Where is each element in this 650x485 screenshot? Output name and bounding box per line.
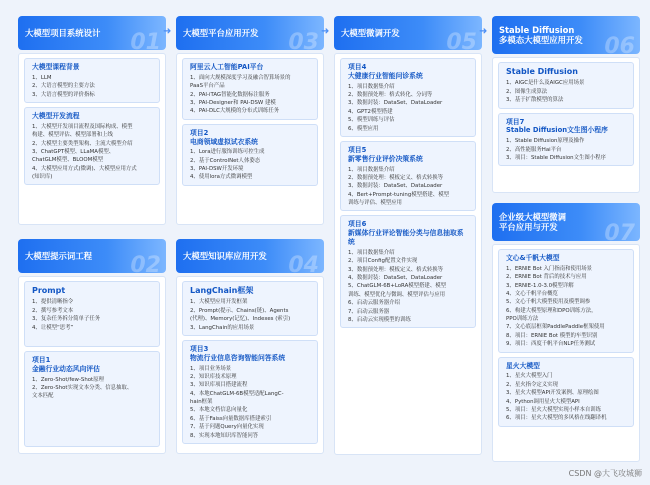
list-item: 4、使用lora方式微调模型	[190, 174, 253, 181]
watermark: CSDN @大飞攻城狮	[568, 469, 642, 478]
section-number: 07	[604, 221, 635, 241]
list-item: 5、ChatGLM-6B+LoRA模型搭建、模型	[348, 283, 446, 290]
list-item: 3、大语言模型的评价指标	[32, 91, 95, 98]
arrow-right-icon: ➜	[163, 26, 172, 37]
section-body-05	[334, 53, 482, 455]
list-item: 2、PAI-iTAG智能化数据标注服务	[190, 91, 270, 98]
list-item: hain框架	[190, 399, 213, 406]
list-item: 3、数据封装：DataSet、DataLoader	[348, 183, 443, 190]
list-item: 5、项目：星火大模型实现小样本自训练	[506, 406, 602, 413]
list-item: 7、启动云服务器	[348, 308, 390, 315]
card-title: 大模型开发流程	[32, 111, 80, 120]
card	[340, 141, 476, 212]
section-title: 企业级大模型微调 平台应用与开发	[499, 211, 566, 232]
list-item: 3、星火大模型API开发案例、原理绘图	[506, 390, 599, 397]
section-title: 大模型提示词工程	[25, 250, 92, 261]
section-number: 02	[130, 253, 161, 273]
card-title: 项目5 新零售行业评价决策系统	[348, 145, 423, 163]
list-item: 1、项目数据集介绍	[348, 249, 395, 256]
list-item: 1、LLM	[32, 74, 52, 81]
list-item: 6、基于Faiss向量数据库搭建索引	[190, 415, 272, 422]
list-item: 1、大模型应用开发框架	[190, 299, 248, 306]
list-item: 文本匹配	[32, 393, 54, 400]
card	[498, 62, 634, 109]
list-item: 1、星火大模型入门	[506, 373, 553, 380]
card	[182, 340, 318, 444]
list-item: 2、ERNIE Bot 背后的技术与应用	[506, 274, 587, 281]
list-item: 1、ERNIE Bot 入门指南和使用场景	[506, 265, 593, 272]
section-title: 大模型平台应用开发	[183, 27, 259, 38]
list-item: 6、模型应用	[348, 125, 379, 132]
list-item: 8、项目：ERNIE Bot 模型的车型识别	[506, 332, 598, 339]
list-item: 3、项目：Stable Diffusion文生图小程序	[506, 154, 606, 161]
list-item: PPO训练方法	[506, 316, 539, 323]
list-item: 1、提供清晰指令	[32, 299, 74, 306]
list-item: (代理)、Memory(记忆)、Indexes (索引)	[190, 316, 291, 323]
list-item: (知识库)	[32, 174, 53, 181]
card	[24, 281, 160, 347]
section-header-01	[18, 16, 166, 50]
arrow-right-icon: ➜	[321, 26, 330, 37]
list-item: 1、项目数据集介绍	[348, 166, 395, 173]
list-item: 3、PAI-Designer和 PAI-DSW 建模	[190, 99, 276, 106]
list-item: 构建、模型评估、模型部署和上线	[32, 132, 113, 139]
list-item: 2、大模型主要类型架构、主流大模型介绍	[32, 140, 133, 147]
section-number: 03	[288, 30, 319, 50]
section-title: 大模型知识库应用开发	[183, 250, 267, 261]
card-title: 阿里云人工智能PAI平台	[190, 63, 264, 71]
section-number: 05	[446, 30, 477, 50]
column-4	[492, 16, 640, 462]
list-item: 3、数据封装：DataSet、DataLoader	[348, 100, 443, 107]
list-item: 4、本地ChatGLM-6B模型适配LangC-	[190, 390, 284, 397]
card-title: LangChain框架	[190, 286, 254, 295]
list-item: 3、ChatGPT模型、LLaMA模型、	[32, 148, 115, 155]
list-item: 9、项目：西度千帆平台NLP任务测试	[506, 341, 596, 348]
card	[182, 58, 318, 120]
card-title: 项目4 大健康行业智能问诊系统	[348, 63, 423, 80]
section-header-02	[18, 239, 166, 273]
list-item: 4、Bert+Prompt-tuning模型搭建、模型	[348, 191, 449, 198]
list-item: 1、AIGC是什么及AIGC应用场景	[506, 80, 585, 87]
list-item: 1、项目数据集介绍	[348, 83, 395, 90]
list-item: PaaS平台产品	[190, 83, 225, 90]
list-item: 4、文心千帆平台概览	[506, 290, 558, 297]
list-item: 4、PAI-DLC大规模的分布式训练任务	[190, 108, 280, 115]
card-title: 项目6 新媒体行业评论智能分类与信息抽取系统	[348, 220, 464, 247]
list-item: 4、数据封装：DataSet、DataLoader	[348, 275, 443, 282]
list-item: 4、让模型“思考”	[32, 324, 74, 331]
list-item: 2、Prompt(提示、Chains(链)、Agents	[190, 307, 289, 314]
section-header-06	[492, 16, 640, 54]
list-item: 7、基于问题Query向量化实现	[190, 424, 264, 431]
list-item: 8、实现本地知识库智能问答	[190, 432, 259, 439]
list-item: 5、模型训练与评估	[348, 117, 395, 124]
card	[24, 58, 160, 103]
list-item: 4、Python调用星火大模型API	[506, 398, 580, 405]
section-body-02	[18, 276, 166, 454]
list-item: 3、基于扩散模型的算法	[506, 97, 564, 104]
list-item: 2、图像生成算法	[506, 88, 548, 95]
card	[182, 124, 318, 186]
column-2	[176, 16, 324, 454]
list-item: 2、Zero-Shot实现文本分类、信息抽取、	[32, 385, 133, 392]
list-item: 2、数据预处理：模板定义、格式转换等	[348, 174, 444, 181]
card	[498, 357, 634, 427]
card	[340, 215, 476, 328]
list-item: 6、项目：星火大模型的多风格在线翻译机	[506, 415, 607, 422]
list-item: 2、高性能服务Hai平台	[506, 146, 562, 153]
list-item: 2、数据预处理：格式转化、分词等	[348, 92, 433, 99]
section-header-05	[334, 16, 482, 50]
section-body-03	[176, 53, 324, 225]
card-title: 项目2 电商领域虚拟试衣系统	[190, 128, 258, 146]
card-title: 文心&千帆大模型	[506, 254, 560, 262]
card	[182, 281, 318, 336]
card-title: 项目3 物流行业信息咨询智能问答系统	[190, 344, 286, 362]
section-header-03	[176, 16, 324, 50]
section-title: Stable Diffusion 多模态大模型应用开发	[499, 24, 583, 45]
list-item: 2、知识库技术原理	[190, 373, 237, 380]
section-body-07	[492, 244, 640, 462]
list-item: 5、文心千帆大模型使用及模型调参	[506, 299, 591, 306]
card-title: Stable Diffusion	[506, 67, 578, 76]
card-title: 星火大模型	[506, 361, 540, 370]
card-title: 项目7 Stable Diffusion文生图小程序	[506, 117, 608, 135]
list-item: 1、项目业务场景	[190, 365, 232, 372]
section-body-01	[18, 53, 166, 225]
list-item: 6、启动云服务器介绍	[348, 300, 400, 307]
list-item: 3、ERNIE-1.0-3.0模型详解	[506, 282, 574, 289]
section-number: 01	[130, 30, 161, 50]
card	[24, 351, 160, 447]
card	[24, 107, 160, 185]
list-item: 1、大模型开发项目流程及国际构成、模型	[32, 123, 133, 130]
list-item: 4、GPT2模型搭建	[348, 108, 393, 115]
list-item: 3、复杂任务拆分简单子任务	[32, 316, 101, 323]
list-item: 2、撰写参考文本	[32, 307, 74, 314]
list-item: 4、大模型应用方式(微调)、大模型应用方式	[32, 165, 137, 172]
section-number: 06	[604, 34, 635, 54]
section-body-06	[492, 57, 640, 193]
list-item: 3、LangChain的应用场景	[190, 324, 255, 331]
list-item: 5、本地文档信息向量化	[190, 407, 248, 414]
card-title: 大模型课程背景	[32, 63, 80, 71]
list-item: 2、基于ControlNet人体姿态	[190, 157, 261, 164]
list-item: 7、文心底层框架PaddlePaddle框架使用	[506, 324, 605, 331]
list-item: 2、大语言模型的主要方法	[32, 83, 95, 90]
list-item: 6、构建大模型原理和DPO训练方法，	[506, 307, 597, 314]
list-item: 1、Stable Diffusion原理及操作	[506, 138, 585, 145]
list-item: 8、启动云实现模型的训练	[348, 316, 411, 323]
section-title: 大模型微调开发	[341, 27, 400, 38]
card-title: Prompt	[32, 286, 66, 295]
section-number: 04	[288, 253, 319, 273]
list-item: 训练与评估、模型应用	[348, 200, 402, 207]
column-1	[18, 16, 166, 454]
section-header-04	[176, 239, 324, 273]
list-item: 1、Lora进行服饰训练可控生成	[190, 149, 265, 156]
card	[498, 249, 634, 353]
card-title: 项目1 金融行业动态风向评估	[32, 356, 100, 373]
list-item: 3、知识库项目搭建流程	[190, 382, 248, 389]
section-title: 大模型项目系统设计	[25, 27, 101, 38]
arrow-right-icon: ➜	[479, 26, 488, 37]
list-item: 3、PAI-DSW开发环境	[190, 166, 244, 173]
list-item: 训练、模型优化与微调、模型评估与应用	[348, 291, 446, 298]
list-item: 1、Zero-Shot/few-Shot原理	[32, 376, 104, 383]
list-item: 1、面向大规模深度学习及融合智算场景的	[190, 74, 291, 81]
list-item: 3、数据预处理：模板定义、格式转换等	[348, 266, 444, 273]
list-item: 2、星火指令定义实现	[506, 381, 558, 388]
column-3	[334, 16, 482, 455]
list-item: 2、项目Config配置文件实现	[348, 258, 418, 265]
card	[340, 58, 476, 137]
section-body-04	[176, 276, 324, 454]
section-header-07	[492, 203, 640, 241]
list-item: ChatGLM模型、BLOOM模型	[32, 157, 104, 164]
card	[498, 113, 634, 167]
